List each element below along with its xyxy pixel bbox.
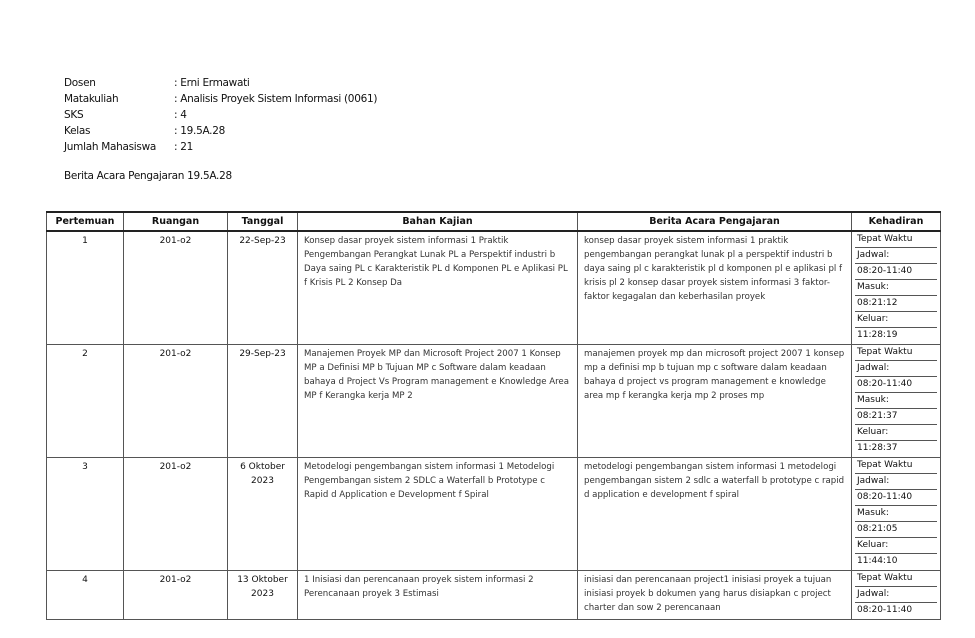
attendance-in-label: Masuk: bbox=[855, 280, 937, 296]
header-bahan-kajian: Bahan Kajian bbox=[298, 212, 578, 231]
cell-ruangan: 201-o2 bbox=[124, 458, 228, 571]
attendance-schedule: 08:20-11:40 bbox=[855, 264, 937, 280]
attendance-status: Tepat Waktu bbox=[855, 232, 937, 248]
info-value: : 21 bbox=[174, 141, 194, 153]
attendance-out-label: Keluar: bbox=[855, 425, 937, 441]
attendance-in-label: Masuk: bbox=[855, 506, 937, 522]
info-row-jumlah-mahasiswa bbox=[64, 139, 377, 155]
cell-tanggal: 6 Oktober 2023 bbox=[228, 458, 298, 571]
attendance-in-time: 08:21:05 bbox=[855, 522, 937, 538]
cell-berita-acara: inisiasi dan perencanaan project1 inisiasi proyek a tujuan inisiasi proyek b dokumen yang harus disiapkan c project charter dan sow 2 perencanaan bbox=[578, 571, 852, 620]
info-value: : Analisis Proyek Sistem Informasi (0061) bbox=[174, 93, 378, 105]
cell-bahan-kajian: 1 Inisiasi dan perencanaan proyek sistem informasi 2 Perencanaan proyek 3 Estimasi bbox=[298, 571, 578, 620]
table-row bbox=[47, 458, 941, 571]
header-pertemuan: Pertemuan bbox=[47, 212, 124, 231]
info-label: SKS bbox=[64, 109, 84, 121]
course-info bbox=[64, 75, 377, 155]
attendance-schedule-label: Jadwal: bbox=[855, 474, 937, 490]
cell-bahan-kajian: Konsep dasar proyek sistem informasi 1 Praktik Pengembangan Perangkat Lunak PL a Perspektif industri b Daya saing PL c Karakteristik PL d Komponen PL e Aplikasi PL f Krisis PL 2 Konsep Da bbox=[298, 231, 578, 345]
teaching-report-table bbox=[46, 211, 941, 620]
attendance-out-time: 11:44:10 bbox=[857, 556, 898, 566]
info-value: : Erni Ermawati bbox=[174, 77, 250, 89]
info-label: Matakuliah bbox=[64, 93, 119, 105]
cell-bahan-kajian: Metodelogi pengembangan sistem informasi 1 Metodelogi Pengembangan sistem 2 SDLC a Waterfall b Prototype c Rapid d Application e Development f Spiral bbox=[298, 458, 578, 571]
attendance-status: Tepat Waktu bbox=[855, 345, 937, 361]
header-kehadiran: Kehadiran bbox=[852, 212, 941, 231]
cell-ruangan: 201-o2 bbox=[124, 345, 228, 458]
attendance-schedule: 08:20-11:40 bbox=[857, 605, 913, 615]
cell-berita-acara: manajemen proyek mp dan microsoft project 2007 1 konsep mp a definisi mp b tujuan mp c software dalam keadaan bahaya d project vs program management e knowledge area mp f kerangka kerja mp 2 proses mp bbox=[578, 345, 852, 458]
cell-kehadiran bbox=[852, 345, 941, 458]
report-subtitle: Berita Acara Pengajaran 19.5A.28 bbox=[64, 170, 232, 182]
info-label: Kelas bbox=[64, 125, 91, 137]
cell-tanggal: 13 Oktober 2023 bbox=[228, 571, 298, 620]
info-value: : 4 bbox=[174, 109, 187, 121]
cell-tanggal: 29-Sep-23 bbox=[228, 345, 298, 458]
header-berita-acara: Berita Acara Pengajaran bbox=[578, 212, 852, 231]
cell-kehadiran bbox=[852, 231, 941, 345]
cell-pertemuan: 4 bbox=[47, 571, 124, 620]
attendance-status: Tepat Waktu bbox=[855, 571, 937, 587]
attendance-out-time: 11:28:19 bbox=[857, 330, 898, 340]
table-header-row bbox=[47, 212, 941, 231]
attendance-out-time: 11:28:37 bbox=[857, 443, 898, 453]
info-row-kelas bbox=[64, 123, 377, 139]
cell-ruangan: 201-o2 bbox=[124, 571, 228, 620]
attendance-in-time: 08:21:12 bbox=[855, 296, 937, 312]
attendance-schedule: 08:20-11:40 bbox=[855, 377, 937, 393]
attendance-in-time: 08:21:37 bbox=[855, 409, 937, 425]
attendance-schedule-label: Jadwal: bbox=[855, 361, 937, 377]
table-row bbox=[47, 231, 941, 345]
header-ruangan: Ruangan bbox=[124, 212, 228, 231]
table-row bbox=[47, 571, 941, 620]
table-row bbox=[47, 345, 941, 458]
cell-bahan-kajian: Manajemen Proyek MP dan Microsoft Project 2007 1 Konsep MP a Definisi MP b Tujuan MP c Software dalam keadaan bahaya d Project Vs Program management e Knowledge Area MP f Kerangka kerja MP 2 bbox=[298, 345, 578, 458]
cell-pertemuan: 2 bbox=[47, 345, 124, 458]
header-tanggal: Tanggal bbox=[228, 212, 298, 231]
cell-kehadiran bbox=[852, 571, 941, 620]
info-label: Dosen bbox=[64, 77, 96, 89]
cell-berita-acara: metodelogi pengembangan sistem informasi 1 metodelogi pengembangan sistem 2 sdlc a waterfall b prototype c rapid d application e development f spiral bbox=[578, 458, 852, 571]
attendance-out-label: Keluar: bbox=[855, 312, 937, 328]
info-row-matakuliah bbox=[64, 91, 377, 107]
cell-pertemuan: 3 bbox=[47, 458, 124, 571]
attendance-schedule: 08:20-11:40 bbox=[855, 490, 937, 506]
info-value: : 19.5A.28 bbox=[174, 125, 225, 137]
attendance-schedule-label: Jadwal: bbox=[855, 248, 937, 264]
info-label: Jumlah Mahasiswa bbox=[64, 141, 156, 153]
cell-kehadiran bbox=[852, 458, 941, 571]
cell-berita-acara: konsep dasar proyek sistem informasi 1 praktik pengembangan perangkat lunak pl a perspektif industri b daya saing pl c karakteristik pl d komponen pl e aplikasi pl f krisis pl 2 konsep dasar proyek sistem informasi 3 faktor-faktor kegagalan dan keberhasilan proyek bbox=[578, 231, 852, 345]
attendance-schedule-label: Jadwal: bbox=[855, 587, 937, 603]
cell-pertemuan: 1 bbox=[47, 231, 124, 345]
info-row-dosen bbox=[64, 75, 377, 91]
attendance-status: Tepat Waktu bbox=[855, 458, 937, 474]
cell-ruangan: 201-o2 bbox=[124, 231, 228, 345]
attendance-in-label: Masuk: bbox=[855, 393, 937, 409]
cell-tanggal: 22-Sep-23 bbox=[228, 231, 298, 345]
info-row-sks bbox=[64, 107, 377, 123]
attendance-out-label: Keluar: bbox=[855, 538, 937, 554]
